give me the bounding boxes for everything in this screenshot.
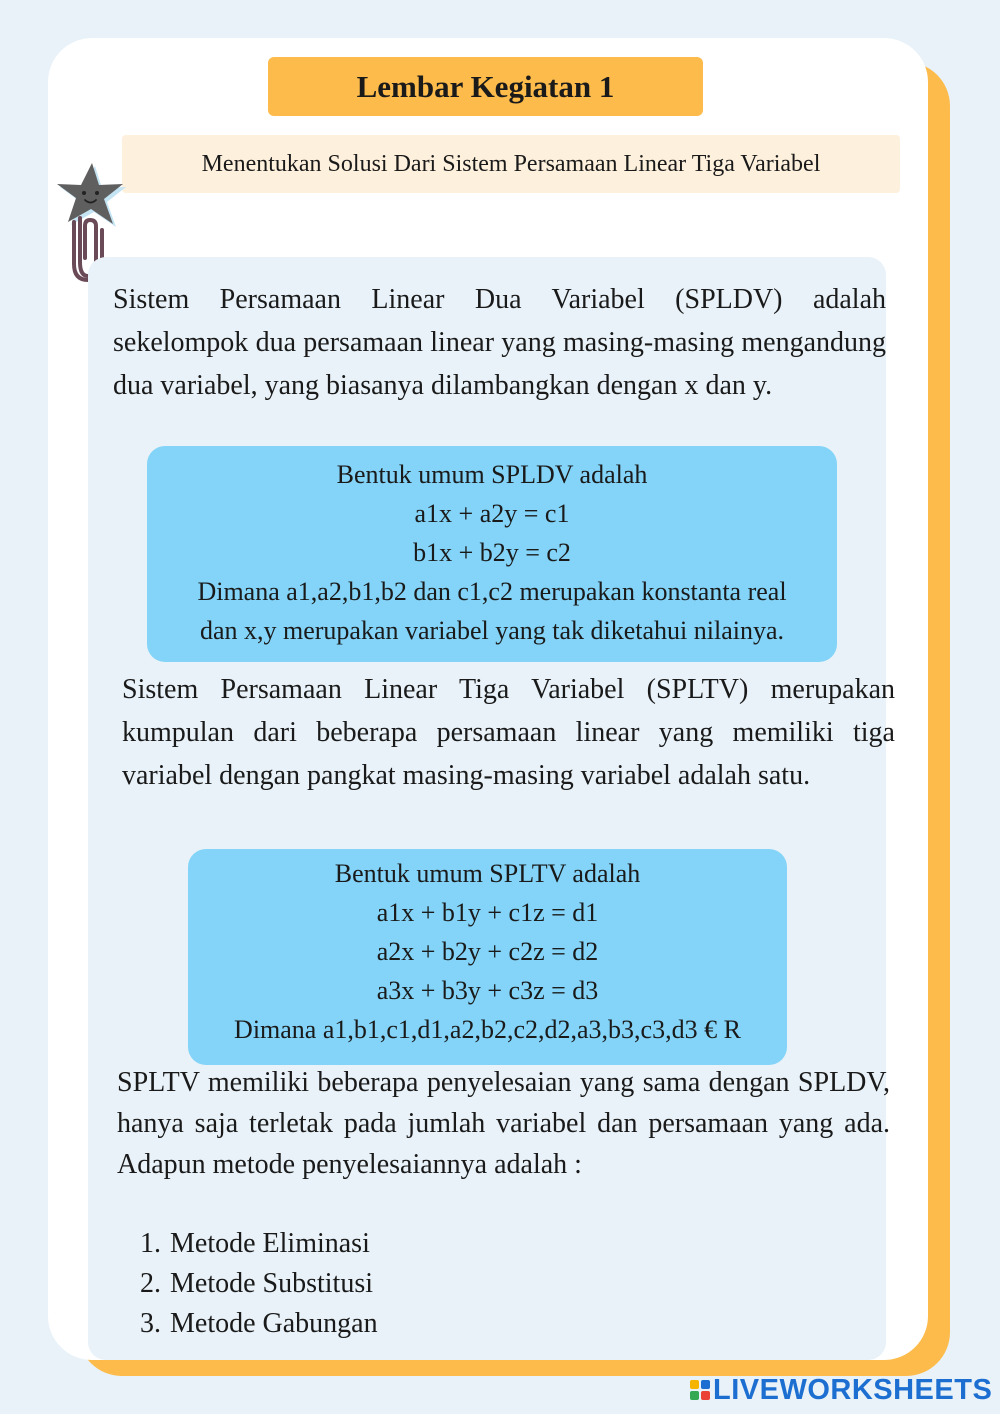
- spldv-note-1: Dimana a1,a2,b1,b2 dan c1,c2 merupakan konstanta real: [197, 577, 787, 606]
- spldv-heading: Bentuk umum SPLDV adalah: [336, 460, 648, 489]
- list-item-number: 2.: [140, 1268, 161, 1299]
- spldv-equation-2: b1x + b2y = c2: [413, 538, 571, 567]
- watermark-text: LIVEWORKSHEETS: [713, 1373, 993, 1406]
- methods-list: [140, 1224, 378, 1344]
- list-item: [140, 1264, 378, 1304]
- list-item-label: Metode Gabungan: [170, 1308, 378, 1339]
- page-title-text: Lembar Kegiatan 1: [356, 68, 615, 104]
- spldv-definition: Sistem Persamaan Linear Dua Variabel (SPLDV) adalah sekelompok dua persamaan linear yang masing-masing mengandung dua variabel, yang biasanya dilambangkan dengan x dan y.: [113, 284, 886, 401]
- spltv-definition: Sistem Persamaan Linear Tiga Variabel (SPLTV) merupakan kumpulan dari beberapa persamaan linear yang memiliki tiga variabel dengan pangkat masing-masing variabel adalah satu.: [122, 674, 895, 791]
- list-item: [140, 1304, 378, 1344]
- spltv-note: Dimana a1,b1,c1,d1,a2,b2,c2,d2,a3,b3,c3,d3 € R: [234, 1015, 741, 1044]
- spldv-equation-1: a1x + a2y = c1: [414, 499, 570, 528]
- subtitle-banner: [122, 135, 900, 193]
- spldv-formula-box: [147, 446, 837, 662]
- spltv-equation-3: a3x + b3y + c3z = d3: [376, 976, 599, 1005]
- content-panel: [88, 257, 886, 1360]
- subtitle-text: Menentukan Solusi Dari Sistem Persamaan Linear Tiga Variabel: [201, 150, 821, 177]
- list-item-label: Metode Substitusi: [170, 1268, 374, 1299]
- list-item: [140, 1224, 378, 1264]
- list-item-label: Metode Eliminasi: [170, 1228, 370, 1259]
- spltv-heading: Bentuk umum SPLTV adalah: [334, 859, 641, 888]
- methods-intro: SPLTV memiliki beberapa penyelesaian yang sama dengan SPLDV, hanya saja terletak pada jumlah variabel dan persamaan yang ada. Adapun metode penyelesaiannya adalah :: [117, 1067, 890, 1180]
- list-item-number: 3.: [140, 1308, 161, 1339]
- spltv-equation-2: a2x + b2y + c2z = d2: [376, 937, 599, 966]
- spltv-formula-box: [188, 849, 787, 1065]
- liveworksheets-watermark[interactable]: [690, 1374, 992, 1406]
- spldv-note-2: dan x,y merupakan variabel yang tak diketahui nilainya.: [199, 616, 785, 645]
- liveworksheets-logo-icon: [690, 1380, 710, 1400]
- list-item-number: 1.: [140, 1228, 161, 1259]
- page-title: [268, 57, 703, 116]
- spltv-equation-1: a1x + b1y + c1z = d1: [376, 898, 599, 927]
